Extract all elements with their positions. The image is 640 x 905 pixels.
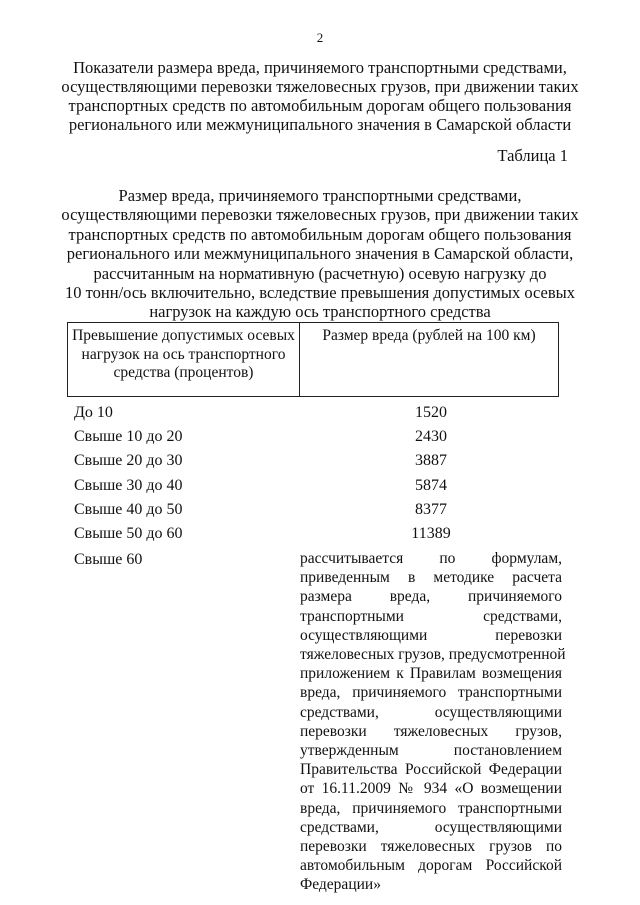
row-value: 5874 (415, 476, 447, 494)
description-line: Правительства Российской Федерации (300, 761, 562, 779)
table-row (0, 404, 640, 428)
table-body (0, 404, 640, 549)
description-line: транспортными средствами, (300, 607, 562, 625)
page-number: 2 (316, 30, 324, 45)
table-row (0, 477, 640, 501)
table-title-line: регионального или межмуниципального значения в Самарской области, (66, 244, 574, 264)
table-title-line: Размер вреда, причиняемого транспортными средствами, (118, 186, 522, 205)
description-line: средствами, осуществляющими (300, 818, 562, 836)
heading-line: Показатели размера вреда, причиняемого транспортными средствами, (73, 58, 567, 77)
description-line: перевозки тяжеловесных грузов, (300, 722, 562, 740)
description-line: вреда, причиняемого транспортными (300, 799, 562, 817)
description-line: автомобильным дорогам Российской (300, 857, 562, 875)
document-heading (60, 58, 580, 134)
row-description (300, 549, 566, 895)
table-row (0, 428, 640, 452)
row-value: 2430 (415, 428, 447, 446)
description-line: средствами, осуществляющими (300, 703, 562, 721)
description-line: рассчитывается по формулам, (300, 550, 562, 567)
heading-line: транспортных средств по автомобильным дорогам общего пользования (68, 96, 572, 115)
heading-line: регионального или межмуниципального значения в Самарской области (68, 115, 572, 134)
header-line: средства (процентов) (113, 364, 254, 381)
row-label: Свыше 10 до 20 (74, 428, 183, 446)
table-title-line: нагрузок на каждую ось транспортного средства (149, 302, 491, 322)
row-value: 1520 (415, 404, 447, 421)
table-label: Таблица 1 (497, 146, 568, 165)
table-row (0, 525, 640, 549)
table-title-line: рассчитанным на нормативную (расчетную) осевую нагрузку до (93, 263, 547, 283)
description-line: Федерации» (300, 876, 381, 894)
description-line: от 16.11.2009 № 934 «О возмещении (300, 780, 562, 798)
row-value: 3887 (415, 452, 447, 470)
table-header (67, 322, 559, 397)
description-line: утвержденным постановлением (300, 742, 562, 760)
description-line: приведенным в методике расчета (300, 569, 562, 587)
table-title-line: транспортных средств по автомобильным дорогам общего пользования (68, 224, 572, 244)
row-label: Свыше 60 (74, 551, 143, 568)
row-label: Свыше 40 до 50 (74, 500, 183, 518)
description-line: приложением к Правилам возмещения (300, 665, 562, 683)
table-title (50, 186, 590, 322)
description-line: перевозки тяжеловесных грузов по (300, 838, 562, 856)
row-value: 8377 (415, 500, 447, 518)
description-line: вреда, причиняемого транспортными (300, 684, 562, 702)
row-label: До 10 (74, 404, 113, 421)
header-line: нагрузок на ось транспортного (81, 345, 286, 363)
row-label: Свыше 20 до 30 (74, 452, 183, 470)
description-line: осуществляющими перевозки (300, 626, 562, 644)
table-row (0, 452, 640, 476)
description-line: тяжеловесных грузов, предусмотренной (300, 646, 566, 664)
header-cell-damage: Размер вреда (рублей на 100 км) (322, 327, 536, 344)
row-label: Свыше 30 до 40 (74, 476, 183, 494)
header-cell-overload (68, 327, 299, 383)
description-line: размера вреда, причиняемого (300, 588, 562, 606)
table-title-line: осуществляющими перевозки тяжеловесных грузов, при движении таких (61, 205, 579, 225)
header-line: Превышение допустимых осевых (72, 327, 295, 344)
row-value: 11389 (411, 524, 451, 542)
heading-line: осуществляющими перевозки тяжеловесных грузов, при движении таких (61, 77, 579, 96)
row-label: Свыше 50 до 60 (74, 524, 183, 542)
table-row (0, 501, 640, 525)
table-title-line: 10 тонн/ось включительно, вследствие превышения допустимых осевых (65, 283, 575, 303)
